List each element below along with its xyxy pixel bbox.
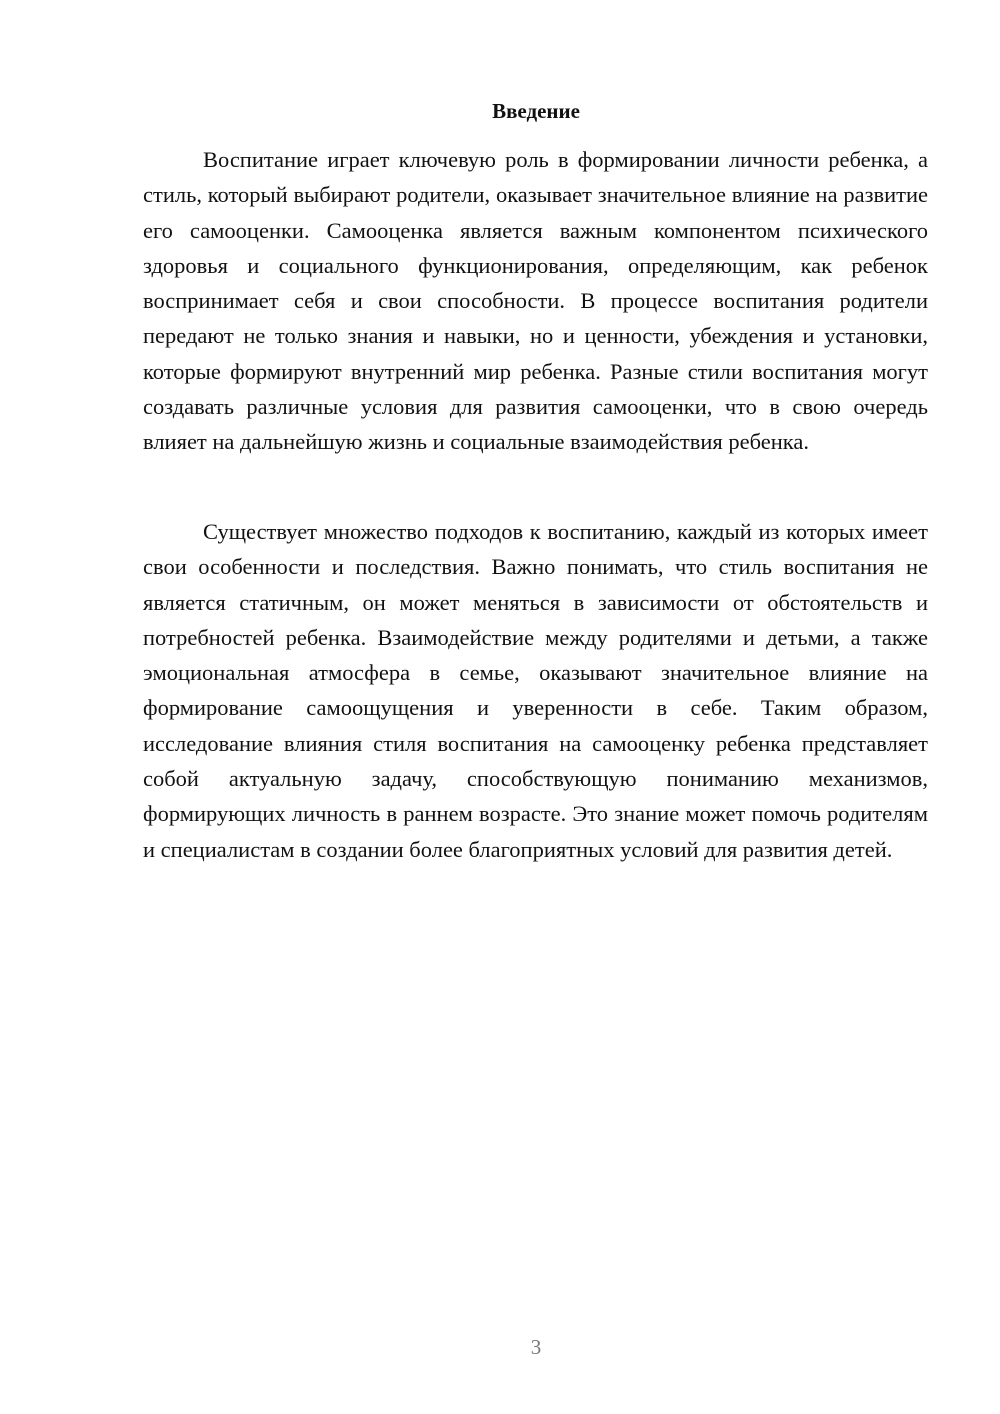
paragraph-intro: Воспитание играет ключевую роль в формировании личности ребенка, а стиль, который выбирают родители, оказывает значительное влияние на развитие его самооценки. Самооценка является важным компонентом психического здоровья и социального функционирования, определяющим, как ребенок воспринимает себя и свои способности. В процессе воспитания родители передают не только знания и навыки, но и ценности, убеждения и установки, которые формируют внутренний мир ребенка. Разные стили воспитания могут создавать различные условия для развития самооценки, что в свою очередь влияет на дальнейшую жизнь и социальные взаимодействия ребенка. — [143, 147, 928, 455]
page-number: 3 — [530, 1335, 542, 1359]
section-title: Введение — [492, 99, 580, 123]
paragraph-approaches: Существует множество подходов к воспитанию, каждый из которых имеет свои особенности и последствия. Важно понимать, что стиль воспитания не является статичным, он может меняться в зависимости от обстоятельств и потребностей ребенка. Взаимодействие между родителями и детьми, а также эмоциональная атмосфера в семье, оказывают значительное влияние на формирование самоощущения и уверенности в себе. Таким образом, исследование влияния стиля воспитания на самооценку ребенка представляет собой актуальную задачу, способствующую пониманию механизмов, формирующих личность в раннем возрасте. Это знание может помочь родителям и специалистам в создании более благоприятных условий для развития детей. — [143, 519, 928, 862]
